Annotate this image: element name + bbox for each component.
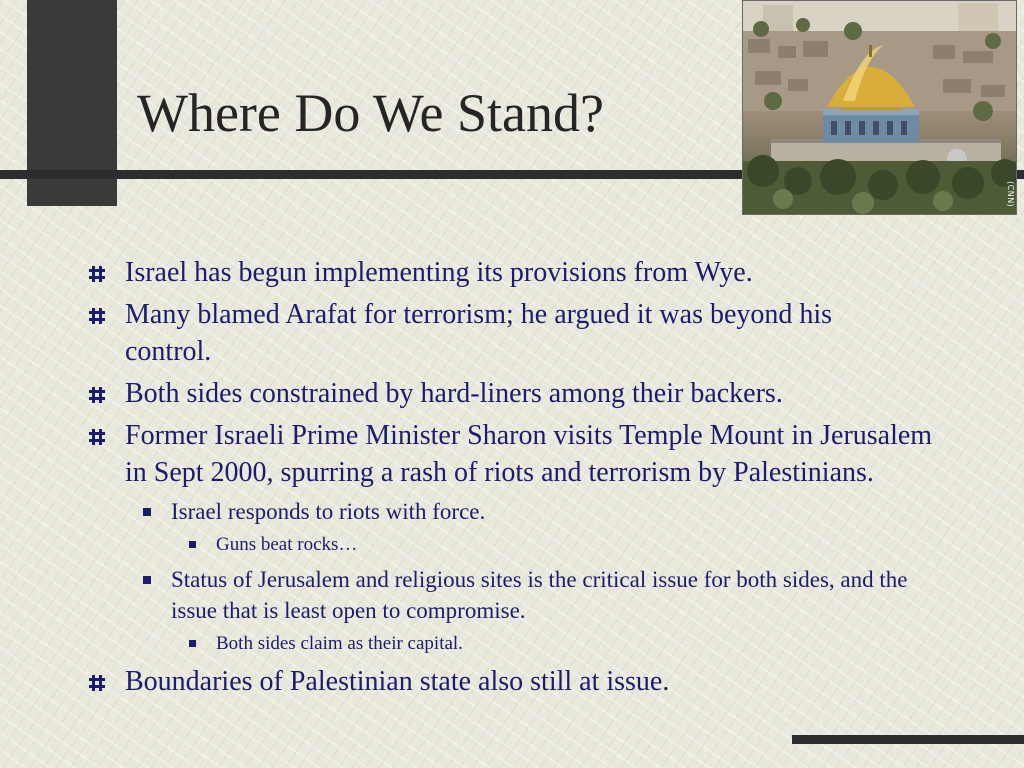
photo-illustration (743, 1, 1017, 215)
square-bullet-icon (143, 576, 151, 584)
bullet-text: Israel has begun implementing its provisions from Wye. (125, 257, 753, 288)
hash-bullet-icon (88, 265, 106, 283)
square-bullet-icon (189, 541, 196, 548)
square-bullet-icon (189, 640, 196, 647)
footer-rule (792, 735, 1024, 744)
bullet-list (88, 254, 948, 705)
sub-bullet-item (88, 496, 948, 527)
sub-sub-bullet-item (88, 531, 948, 558)
slide-title: Where Do We Stand? (137, 83, 604, 143)
hash-bullet-icon (88, 674, 106, 692)
bullet-item (88, 417, 948, 491)
photo-credit: (CNN) (1006, 181, 1015, 208)
bullet-text: Boundaries of Palestinian state also still at issue. (125, 666, 670, 697)
bullet-text: Former Israeli Prime Minister Sharon visits Temple Mount in Jerusalem in Sept 2000, spurring a rash of riots and terrorism by Palestinians. (125, 420, 933, 488)
bullet-text: Many blamed Arafat for terrorism; he argued it was beyond his control. (125, 299, 833, 367)
sub-bullet-text: Status of Jerusalem and religious sites is the critical issue for both sides, and the issue that is least open to compromise. (171, 567, 908, 623)
sub-bullet-item (88, 564, 948, 626)
hash-bullet-icon (88, 386, 106, 404)
sub-bullet-text: Israel responds to riots with force. (171, 499, 486, 524)
bullet-item (88, 375, 948, 412)
sub-sub-bullet-text: Both sides claim as their capital. (216, 633, 463, 654)
hash-bullet-icon (88, 428, 106, 446)
bullet-item (88, 296, 948, 370)
bullet-text: Both sides constrained by hard-liners among their backers. (125, 378, 783, 409)
sub-sub-bullet-item (88, 630, 948, 657)
bullet-item (88, 254, 948, 291)
dome-of-the-rock-photo (742, 0, 1017, 215)
sub-sub-bullet-text: Guns beat rocks… (216, 534, 358, 555)
hash-bullet-icon (88, 307, 106, 325)
bullet-item (88, 663, 948, 700)
square-bullet-icon (143, 508, 151, 516)
